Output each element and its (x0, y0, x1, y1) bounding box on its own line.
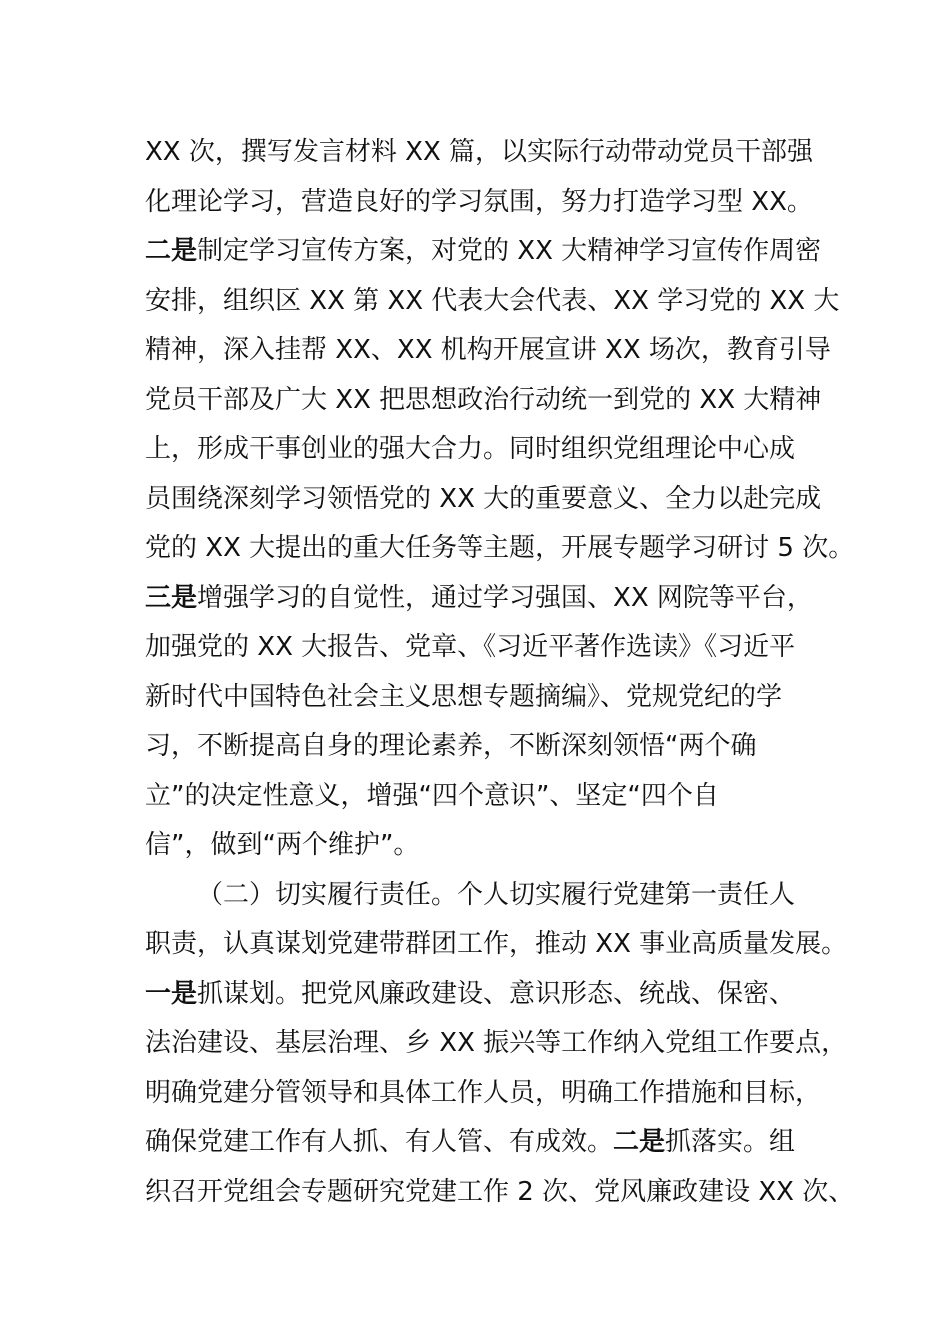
text-line (145, 227, 845, 277)
text-segment: 增强学习的自觉性，通过学习强国、XX 网院等平台， (197, 582, 813, 613)
text-line (145, 376, 845, 426)
text-segment: 精神，深入挂帮 XX、XX 机构开展宣讲 XX 场次，教育引导 (145, 335, 831, 365)
bold-lead-phrase: 二是 (613, 1127, 666, 1157)
text-line (145, 178, 845, 228)
text-segment: 制定学习宣传方案，对党的 XX 大精神学习宣传作周密 (197, 236, 822, 266)
text-segment: 立”的决定性意义，增强“四个意识”、坚定“四个自 (145, 780, 719, 811)
text-line (145, 128, 845, 178)
text-segment: 党员干部及广大 XX 把思想政治行动统一到党的 XX 大精神 (145, 384, 822, 415)
text-line (145, 623, 845, 673)
text-segment: 安排，组织区 XX 第 XX 代表大会代表、XX 学习党的 XX 大 (145, 285, 840, 316)
text-segment: （二）切实履行责任。个人切实履行党建第一责任人 (197, 879, 796, 910)
text-line (145, 722, 845, 772)
text-segment: 员围绕深刻学习领悟党的 XX 大的重要意义、全力以赴完成 (145, 483, 822, 514)
text-line (145, 1069, 845, 1119)
text-segment: 党的 XX 大提出的重大任务等主题，开展专题学习研讨 5 次。 (145, 533, 855, 563)
text-segment: 习，不断提高自身的理论素养，不断深刻领悟“两个确 (145, 731, 757, 761)
text-line (145, 574, 845, 624)
text-segment: 职责，认真谋划党建带群团工作，推动 XX 事业高质量发展。 (145, 929, 848, 959)
text-line (145, 821, 845, 871)
text-line (145, 475, 845, 525)
text-line (145, 920, 848, 970)
text-line (145, 772, 845, 822)
text-segment: 法治建设、基层治理、乡 XX 振兴等工作纳入党组工作要点， (145, 1028, 848, 1058)
text-line (145, 1019, 848, 1069)
text-segment: 明确党建分管领导和具体工作人员，明确工作措施和目标， (145, 1077, 822, 1108)
bold-lead-phrase: 一是 (145, 978, 198, 1009)
bold-lead-phrase: 二是 (145, 236, 198, 266)
text-segment: 抓谋划。把党风廉政建设、意识形态、统战、保密、 (197, 978, 796, 1009)
text-segment: 抓落实。组 (665, 1127, 796, 1157)
text-segment: 织召开党组会专题研究党建工作 2 次、党风廉政建设 XX 次、 (145, 1176, 855, 1207)
text-segment: 新时代中国特色社会主义思想专题摘编》、党规党纪的学 (145, 681, 783, 712)
text-line (145, 970, 845, 1020)
text-line (145, 871, 845, 921)
text-line (145, 277, 845, 327)
document-body (145, 128, 855, 1217)
text-line (145, 425, 845, 475)
text-line (145, 1118, 845, 1168)
text-segment: 确保党建工作有人抓、有人管、有成效。 (145, 1127, 614, 1157)
text-line (145, 326, 845, 376)
bold-lead-phrase: 三是 (145, 582, 198, 613)
text-segment: XX 次，撰写发言材料 XX 篇，以实际行动带动党员干部强 (145, 137, 814, 167)
text-line (145, 1168, 855, 1218)
text-line (145, 673, 845, 723)
text-line (145, 524, 855, 574)
text-segment: 加强党的 XX 大报告、党章、《习近平著作选读》《习近平 (145, 632, 796, 662)
text-segment: 上，形成干事创业的强大合力。同时组织党组理论中心成 (145, 434, 796, 464)
text-segment: 化理论学习，营造良好的学习氛围，努力打造学习型 XX。 (145, 186, 813, 217)
text-segment: 信”，做到“两个维护”。 (145, 830, 420, 860)
